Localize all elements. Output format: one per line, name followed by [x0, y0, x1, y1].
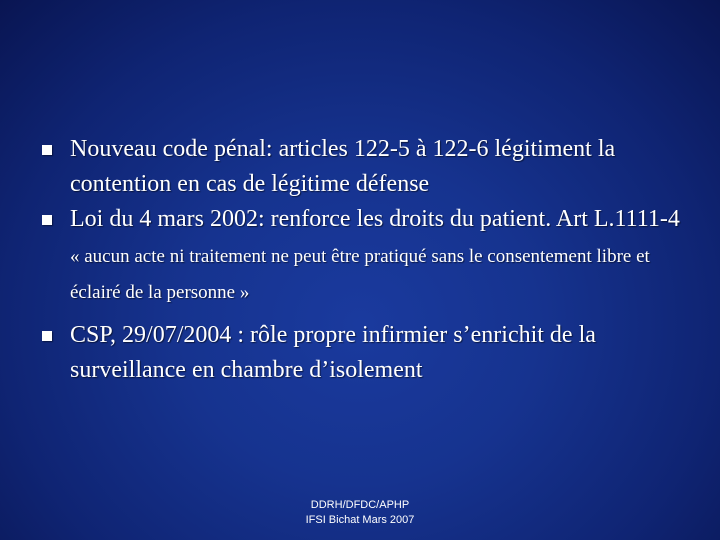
bullet-list [40, 132, 690, 388]
bullet-text: Loi du 4 mars 2002: renforce les droits du patient. Art L.1111-4 [70, 206, 680, 232]
footer-line-institution-date: IFSI Bichat Mars 2007 [305, 514, 415, 526]
bullet-item [40, 318, 690, 388]
slide-footer [0, 498, 720, 528]
square-bullet-icon [42, 145, 52, 155]
square-bullet-icon [42, 215, 52, 225]
square-bullet-icon [42, 331, 52, 341]
bullet-text: Nouveau code pénal: articles 122-5 à 122-6 légitiment la contention en cas de légitime défense [70, 136, 616, 197]
bullet-text: CSP, 29/07/2004 : rôle propre infirmier s’enrichit de la surveillance en chambre d’isolement [70, 322, 596, 383]
bullet-item [40, 132, 690, 202]
bullet-quote: « aucun acte ni traitement ne peut être pratiqué sans le consentement libre et éclairé de la personne » [70, 246, 650, 303]
footer-line-organization: DDRH/DFDC/APHP [310, 499, 410, 511]
bullet-item [40, 202, 690, 310]
